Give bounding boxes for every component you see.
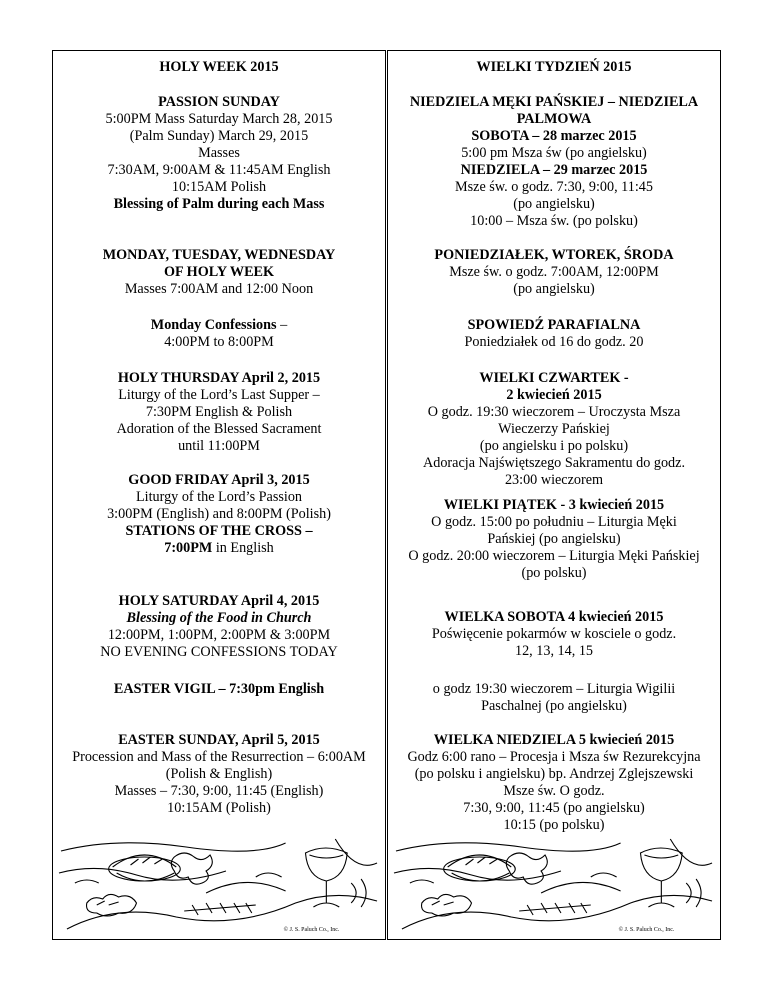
- easter-sunday-heading: EASTER SUNDAY, April 5, 2015: [118, 732, 320, 748]
- food-blessing: Blessing of the Food in Church: [126, 610, 312, 626]
- holy-thursday-line: Adoration of the Blessed Sacrament: [116, 421, 322, 437]
- saturday-date: SOBOTA – 28 marzec 2015: [471, 128, 637, 144]
- confessions-label: Monday Confessions: [150, 317, 277, 333]
- passion-sunday-heading: PASSION SUNDAY: [158, 94, 280, 110]
- easter-vigil-section: [53, 681, 385, 698]
- good-friday-line: Liturgy of the Lord’s Passion: [135, 489, 303, 505]
- stations-time-bold: 7:00PM: [164, 540, 213, 556]
- polish-weekdays-heading: PONIEDZIAŁEK, WTOREK, ŚRODA: [434, 247, 674, 263]
- polish-holy-thursday-line: Wieczerzy Pańskiej: [498, 421, 610, 437]
- polish-easter-sunday-heading: WIELKA NIEDZIELA 5 kwiecień 2015: [433, 732, 675, 748]
- holy-thursday-line: 7:30PM English & Polish: [145, 404, 293, 420]
- polish-good-friday-line: (po polsku): [521, 565, 587, 581]
- confessions-section: [53, 317, 385, 351]
- english-schedule-panel: [52, 50, 386, 940]
- holy-thursday-section: [53, 370, 385, 455]
- polish-weekdays-section: [388, 247, 720, 298]
- polish-easter-sunday-line: 10:15 (po polsku): [503, 817, 605, 833]
- polish-easter-vigil-section: [388, 681, 720, 715]
- easter-basket-drawing: [392, 833, 716, 935]
- polish-title-block: [388, 59, 720, 76]
- polish-holy-thursday-date: 2 kwiecień 2015: [506, 387, 602, 403]
- weekdays-masses: Masses 7:00AM and 12:00 Noon: [124, 281, 314, 297]
- polish-confession-section: [388, 317, 720, 351]
- stations-time-rest: in English: [212, 540, 274, 556]
- palm-sunday-heading: PALMOWA: [516, 111, 592, 127]
- palm-sunday-line: Msze św. o godz. 7:30, 9:00, 11:45: [455, 179, 653, 195]
- weekdays-heading: MONDAY, TUESDAY, WEDNESDAY: [102, 247, 336, 263]
- weekdays-section: [53, 247, 385, 298]
- easter-vigil: EASTER VIGIL – 7:30pm English: [113, 681, 325, 697]
- polish-holy-thursday-line: 23:00 wieczorem: [504, 472, 604, 488]
- easter-basket-drawing: [57, 833, 381, 935]
- holy-thursday-line: until 11:00PM: [178, 438, 260, 454]
- confessions-dash: –: [276, 317, 288, 333]
- polish-weekdays-line: (po angielsku): [513, 281, 595, 297]
- passion-sunday-section: [53, 94, 385, 213]
- english-title: HOLY WEEK 2015: [159, 59, 279, 75]
- polish-holy-thursday-line: (po angielsku i po polsku): [479, 438, 629, 454]
- easter-sunday-line: Procession and Mass of the Resurrection – 6:00AM: [72, 749, 366, 765]
- passion-sunday-line: 10:15AM Polish: [171, 179, 267, 195]
- holy-thursday-line: Liturgy of the Lord’s Last Supper –: [118, 387, 320, 403]
- passion-sunday-blessing: Blessing of Palm during each Mass: [113, 196, 325, 212]
- holy-thursday-heading: HOLY THURSDAY April 2, 2015: [117, 370, 321, 386]
- english-title-block: [53, 59, 385, 76]
- polish-good-friday-heading: WIELKI PIĄTEK - 3 kwiecień 2015: [443, 497, 665, 513]
- polish-easter-sunday-line: (po polsku i angielsku) bp. Andrzej Zglejszewski: [414, 766, 694, 782]
- easter-food-illustration: [392, 833, 716, 935]
- holy-saturday-line: 12:00PM, 1:00PM, 2:00PM & 3:00PM: [107, 627, 331, 643]
- easter-sunday-section: [53, 732, 385, 817]
- holy-saturday-section: [53, 593, 385, 661]
- polish-good-friday-section: [388, 497, 720, 582]
- passion-sunday-line: 5:00PM Mass Saturday March 28, 2015: [105, 111, 333, 127]
- holy-saturday-heading: HOLY SATURDAY April 4, 2015: [118, 593, 320, 609]
- polish-easter-sunday-line: Msze św. O godz.: [503, 783, 605, 799]
- polish-schedule-panel: [387, 50, 721, 940]
- polish-easter-sunday-line: Godz 6:00 rano – Procesja i Msza św Rezurekcyjna: [407, 749, 701, 765]
- confessions-heading: [53, 317, 385, 334]
- weekdays-heading: OF HOLY WEEK: [163, 264, 275, 280]
- stations-time: [53, 540, 385, 557]
- polish-confession-time: Poniedziałek od 16 do godz. 20: [464, 334, 644, 350]
- polish-good-friday-line: O godz. 20:00 wieczorem – Liturgia Męki Pańskiej: [408, 548, 700, 564]
- good-friday-line: 3:00PM (English) and 8:00PM (Polish): [107, 506, 331, 522]
- polish-easter-vigil-line: Paschalnej (po angielsku): [481, 698, 627, 714]
- copyright-note: © J. S. Paluch Co., Inc.: [283, 926, 340, 934]
- polish-good-friday-line: Pańskiej (po angielsku): [487, 531, 621, 547]
- passion-sunday-line: Masses: [198, 145, 240, 161]
- holy-saturday-line: NO EVENING CONFESSIONS TODAY: [100, 644, 338, 660]
- easter-sunday-line: (Polish & English): [165, 766, 273, 782]
- palm-sunday-line: 10:00 – Msza św. (po polsku): [470, 213, 638, 229]
- polish-holy-saturday-heading: WIELKA SOBOTA 4 kwiecień 2015: [444, 609, 664, 625]
- palm-sunday-line: (po angielsku): [513, 196, 595, 212]
- palm-sunday-section: [388, 94, 720, 230]
- palm-sunday-line: 5:00 pm Msza św (po angielsku): [461, 145, 647, 161]
- good-friday-heading: GOOD FRIDAY April 3, 2015: [128, 472, 310, 488]
- polish-holy-thursday-section: [388, 370, 720, 489]
- polish-holy-thursday-line: O godz. 19:30 wieczorem – Uroczysta Msza: [427, 404, 681, 420]
- polish-weekdays-line: Msze św. o godz. 7:00AM, 12:00PM: [449, 264, 659, 280]
- polish-good-friday-line: O godz. 15:00 po południu – Liturgia Męki: [431, 514, 677, 530]
- copyright-note: © J. S. Paluch Co., Inc.: [618, 926, 675, 934]
- polish-easter-sunday-section: [388, 732, 720, 834]
- polish-easter-vigil-line: o godz 19:30 wieczorem – Liturgia Wigilii: [432, 681, 676, 697]
- polish-holy-saturday-line: 12, 13, 14, 15: [514, 643, 594, 659]
- good-friday-section: [53, 472, 385, 557]
- passion-sunday-line: 7:30AM, 9:00AM & 11:45AM English: [107, 162, 331, 178]
- confessions-time: 4:00PM to 8:00PM: [164, 334, 274, 350]
- polish-holy-saturday-section: [388, 609, 720, 660]
- polish-title: WIELKI TYDZIEŃ 2015: [476, 59, 632, 75]
- easter-food-illustration: [57, 833, 381, 935]
- polish-easter-sunday-line: 7:30, 9:00, 11:45 (po angielsku): [463, 800, 645, 816]
- polish-holy-thursday-line: Adoracja Najświętszego Sakramentu do godz.: [423, 455, 685, 471]
- easter-sunday-line: 10:15AM (Polish): [167, 800, 271, 816]
- stations-heading: STATIONS OF THE CROSS –: [125, 523, 313, 539]
- polish-holy-saturday-line: Poświęcenie pokarmów w kosciele o godz.: [431, 626, 677, 642]
- polish-holy-thursday-heading: WIELKI CZWARTEK -: [479, 370, 629, 386]
- easter-sunday-line: Masses – 7:30, 9:00, 11:45 (English): [114, 783, 324, 799]
- polish-confession-heading: SPOWIEDŹ PARAFIALNA: [467, 317, 641, 333]
- sunday-date: NIEDZIELA – 29 marzec 2015: [460, 162, 648, 178]
- passion-sunday-line: (Palm Sunday) March 29, 2015: [129, 128, 309, 144]
- palm-sunday-heading: NIEDZIELA MĘKI PAŃSKIEJ – NIEDZIELA: [409, 94, 699, 110]
